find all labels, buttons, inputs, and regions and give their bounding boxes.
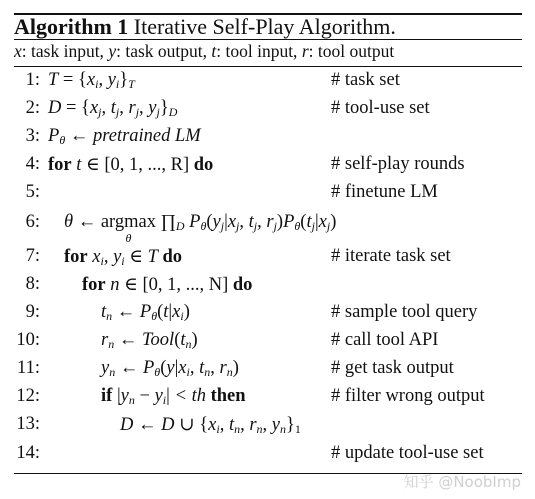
algorithm-line-11 (0, 358, 535, 386)
line-code: $y_n$ ← $P_\theta(y|x_i$, $t_n$, $r_n$) (101, 358, 239, 379)
line-number: 10: (16, 330, 40, 350)
line-code: for n ∈ [0, 1, ..., N] do (82, 275, 253, 295)
line-number: 8: (25, 274, 40, 294)
algorithm-line-5 (0, 182, 535, 210)
title-rule (14, 39, 522, 40)
line-code: D ← D ∪ {$x_i$, $t_n$, $r_n$, $y_n\}_1$ (120, 415, 301, 436)
line-code: if $|y_n - y_i|$ < th then (101, 386, 246, 407)
line-comment: # task set (331, 70, 400, 90)
algorithm-line-8 (0, 274, 535, 302)
variable-legend (14, 41, 394, 62)
line-comment: # get task output (331, 358, 454, 378)
algorithm-line-12 (0, 386, 535, 414)
legend-var-t: t (211, 41, 217, 61)
legend-desc-t: : tool input, (216, 41, 302, 61)
algorithm-line-2 (0, 98, 535, 126)
line-code: θ ← argmax θ $\prod_D$ $P_\theta(y_j|x_j$, $t_j$, $r_j)P_\theta(t_j|x_j)$ (64, 212, 337, 245)
line-code: for t ∈ [0, 1, ..., R] do (48, 155, 214, 175)
header-rule (14, 66, 522, 67)
watermark: 知乎 @NoobImp (403, 473, 521, 491)
algorithm-line-13 (0, 414, 535, 442)
line-number: 7: (25, 246, 40, 266)
line-number: 2: (25, 98, 40, 118)
algorithm-line-14 (0, 443, 535, 471)
line-comment: # call tool API (331, 330, 439, 350)
line-comment: # filter wrong output (331, 386, 485, 406)
legend-desc-x: : task input, (21, 41, 109, 61)
algorithm-line-7 (0, 246, 535, 274)
line-code: $t_n$ ← $P_\theta(t|x_i)$ (101, 302, 190, 323)
algorithm-line-9 (0, 302, 535, 330)
legend-var-y: y (108, 41, 117, 61)
line-comment: # finetune LM (331, 182, 438, 202)
line-code: for $x_i$, $y_i$ ∈ T do (64, 247, 183, 268)
line-number: 14: (16, 443, 40, 463)
line-comment: # sample tool query (331, 302, 478, 322)
algorithm-name: Iterative Self-Play Algorithm. (133, 14, 396, 39)
legend-var-x: x (14, 41, 22, 61)
algorithm-line-1 (0, 70, 535, 98)
line-comment: # update tool-use set (331, 443, 484, 463)
line-number: 4: (25, 154, 40, 174)
legend-desc-r: : tool output (308, 41, 395, 61)
line-number: 3: (25, 126, 40, 146)
line-number: 1: (25, 70, 40, 90)
legend-desc-y: : task output, (116, 41, 212, 61)
line-number: 13: (16, 414, 40, 434)
algorithm-line-4 (0, 154, 535, 182)
line-number: 12: (16, 386, 40, 406)
line-comment: # iterate task set (331, 246, 451, 266)
line-number: 11: (17, 358, 40, 378)
algorithm-line-3 (0, 126, 535, 154)
line-code: $P_\theta$ ← pretrained LM (48, 126, 201, 147)
algorithm-line-10 (0, 330, 535, 358)
legend-var-r: r (301, 41, 309, 61)
line-code: $T = \{x_i$, $y_i\}_T$ (48, 70, 135, 91)
line-number: 6: (25, 212, 40, 232)
line-number: 5: (25, 182, 40, 202)
line-comment: # tool-use set (331, 98, 430, 118)
line-comment: # self-play rounds (331, 154, 465, 174)
line-code: $D = \{x_j$, $t_j$, $r_j$, $y_j\}_D$ (48, 98, 178, 119)
algorithm-title (14, 14, 396, 40)
algorithm-label: Algorithm 1 (14, 14, 129, 39)
line-number: 9: (25, 302, 40, 322)
line-code: $r_n$ ← $Tool(t_n)$ (101, 330, 198, 351)
